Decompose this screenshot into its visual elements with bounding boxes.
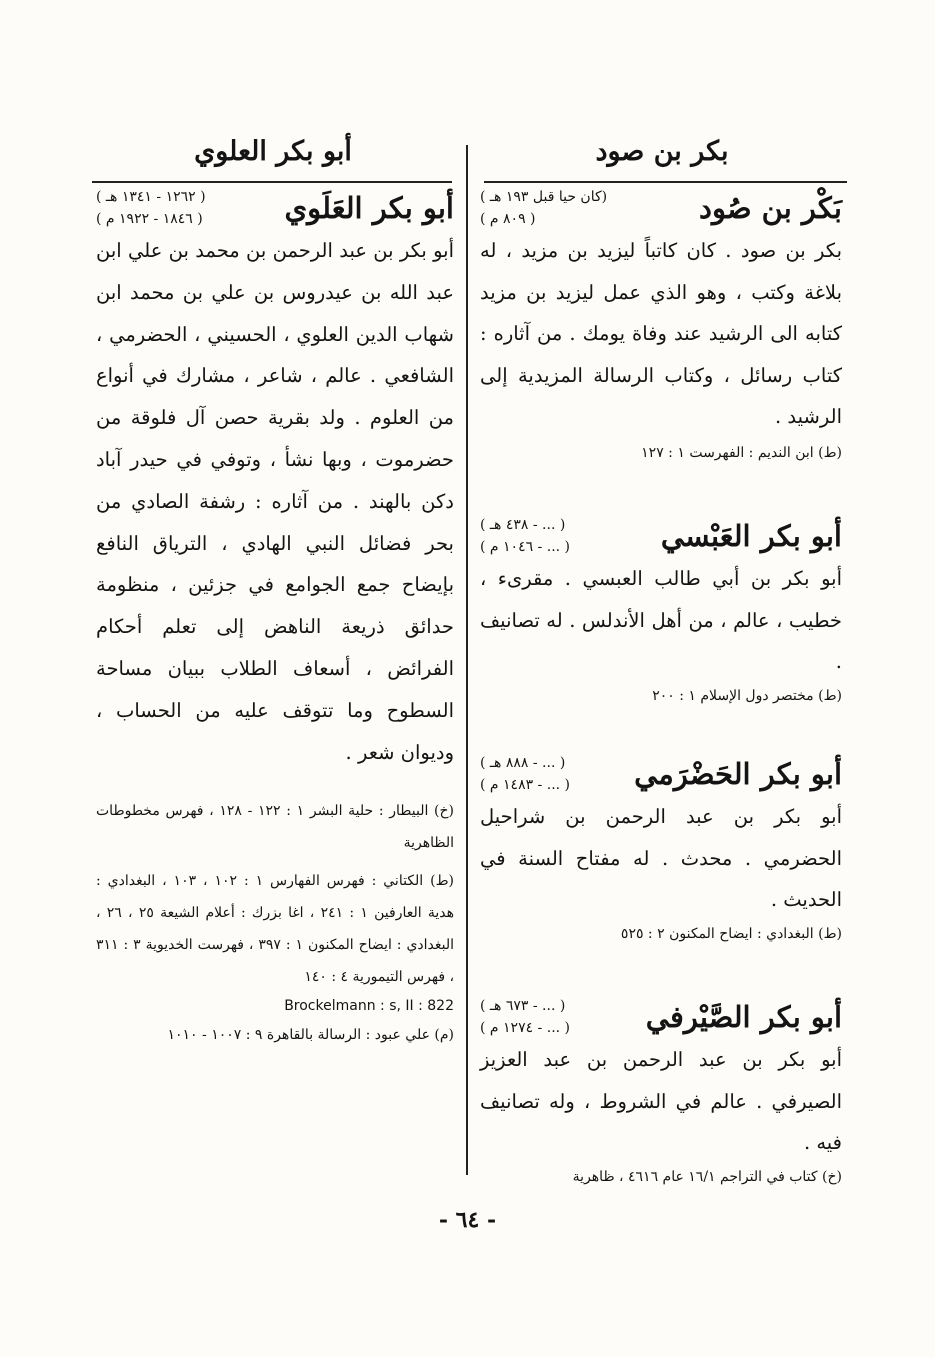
entry-body: أبو بكر بن عبد الرحمن بن عبد العزيز الصيرفي . عالم في الشروط ، وله تصانيف فيه . [480, 1048, 842, 1154]
gregorian-date: ( ٨٠٩ م ) [480, 211, 536, 227]
gregorian-date: ( ... - ١٠٤٦ م ) [480, 539, 571, 555]
entry-name: أبو بكر الحَضْرَمي [634, 757, 842, 791]
entry-heading [480, 514, 842, 558]
right-header-rule [484, 181, 847, 183]
page-number: - ٦٤ - [438, 1207, 497, 1233]
spacer [96, 773, 454, 795]
entry-name: أبو بكر العَلَوي [284, 191, 454, 225]
gregorian-date: ( ... - ١٤٨٣ م ) [480, 777, 571, 793]
entry-dates [96, 186, 206, 230]
entry-body: أبو بكر بن أبي طالب العبسي . مقرىء ، خطيب ، عالم ، من أهل الأندلس . له تصانيف . [480, 567, 842, 673]
entry-name: أبو بكر العَبْسي [660, 519, 842, 553]
hijri-date: (كان حيا قبل ١٩٣ هـ ) [480, 189, 608, 205]
entry-body: بكر بن صود . كان كاتباً ليزيد بن مزيد ، له بلاغة وكتب ، وهو الذي عمل ليزيد بن مزيد كتابه الى الرشيد عند وفاة يومك . من آثاره : كتاب رسائل ، وكتاب الرسالة المزيدية إلى الرشيد . [480, 239, 842, 428]
entry-dates [480, 514, 570, 558]
entry-name: بَكْر بن صُود [699, 191, 842, 225]
entry-body: أبو بكر بن عبد الرحمن بن شراحيل الحضرمي . محدث . له مفتاح السنة في الحديث . [480, 805, 842, 911]
entry-source: (خ) البيطار : حلية البشر ١ : ١٢٢ - ١٢٨ ، فهرس مخطوطات الظاهرية [96, 803, 454, 852]
entry-source: (ط) مختصر دول الإسلام ١ : ٢٠٠ [652, 687, 842, 704]
entry-heading [480, 186, 842, 230]
entry-abu-bakr-al-hadrami [480, 752, 842, 977]
entry-source: (خ) كتاب في التراجم ١٦/١ عام ٤٦١٦ ، ظاهرية [572, 1168, 842, 1185]
entry-abu-bakr-al-absi [480, 514, 842, 744]
column-divider [466, 145, 468, 1175]
entry-source: (ط) الكتاني : فهرس الفهارس ١ : ١٠٢ ، ١٠٣ ، البغدادي : هدية العارفين ١ : ٢٤١ ، اغا بزرك : أعلام الشيعة ٢٥ ، ٢٦ ، البغدادي : ايضاح المكنون ١ : ٣٩٧ ، فهرست الخديوية ٣ : ٣١١ ، فهرس التيمورية ٤ : ١٤٠ [96, 873, 455, 986]
entry-source: (ط) ابن النديم : الفهرست ١ : ١٢٧ [641, 444, 842, 461]
right-column-header: بكر بن صود [595, 136, 729, 167]
entry-source: (م) علي عبود : الرسالة بالقاهرة ٩ : ١٠٠٧ - ١٠١٠ [167, 1027, 454, 1044]
hijri-date: ( ... - ٨٨٨ هـ ) [480, 755, 566, 771]
entry-bakr-bin-sud [480, 186, 842, 496]
hijri-date: ( ١٢٦٢ - ١٣٤١ هـ ) [96, 189, 206, 205]
entry-dates [480, 752, 570, 796]
latin-source: Brockelmann : s, II : 822 [284, 998, 454, 1015]
left-column-header: أبو بكر العلوي [194, 136, 352, 167]
right-column [480, 186, 842, 1190]
gregorian-date: ( ١٨٤٦ - ١٩٢٢ م ) [96, 211, 203, 227]
hijri-date: ( ... - ٦٧٣ هـ ) [480, 998, 566, 1014]
entry-body: أبو بكر بن عبد الرحمن بن محمد بن علي ابن عبد الله بن عيدروس بن علي بن محمد ابن شهاب الدين العلوي ، الحسيني ، الحضرمي ، الشافعي . عالم ، شاعر ، مشارك في أنواع من العلوم . ولد بقرية حصن آل فلوقة من حضرموت ، وبها نشأ ، وتوفي في حيدر آباد دكن بالهند . من آثاره : رشفة الصادي من بحر فضائل النبي الهادي ، الترياق النافع بإيضاح جمع الجوامع في جزئين ، منظومة حدائق ذريعة الناهض إلى تعلم أحكام الفرائض ، أسعاف الطلاب ببيان مساحة السطوح وما تتوقف عليه من الحساب ، وديوان شعر . [96, 239, 454, 764]
left-header-rule [92, 181, 452, 183]
entry-name: أبو بكر الصَّيْرفي [645, 1000, 842, 1034]
gregorian-date: ( ... - ١٢٧٤ م ) [480, 1020, 571, 1036]
entry-dates [480, 186, 607, 230]
entry-heading [480, 752, 842, 796]
entry-dates [480, 995, 570, 1039]
left-column [96, 186, 454, 1051]
entry-abu-bakr-al-sayrafi [480, 995, 842, 1190]
entry-heading [96, 186, 454, 230]
entry-heading [480, 995, 842, 1039]
hijri-date: ( ... - ٤٣٨ هـ ) [480, 517, 566, 533]
entry-abu-bakr-al-alawi [96, 186, 454, 1051]
entry-source: (ط) البغدادي : ايضاح المكنون ٢ : ٥٢٥ [620, 925, 842, 942]
